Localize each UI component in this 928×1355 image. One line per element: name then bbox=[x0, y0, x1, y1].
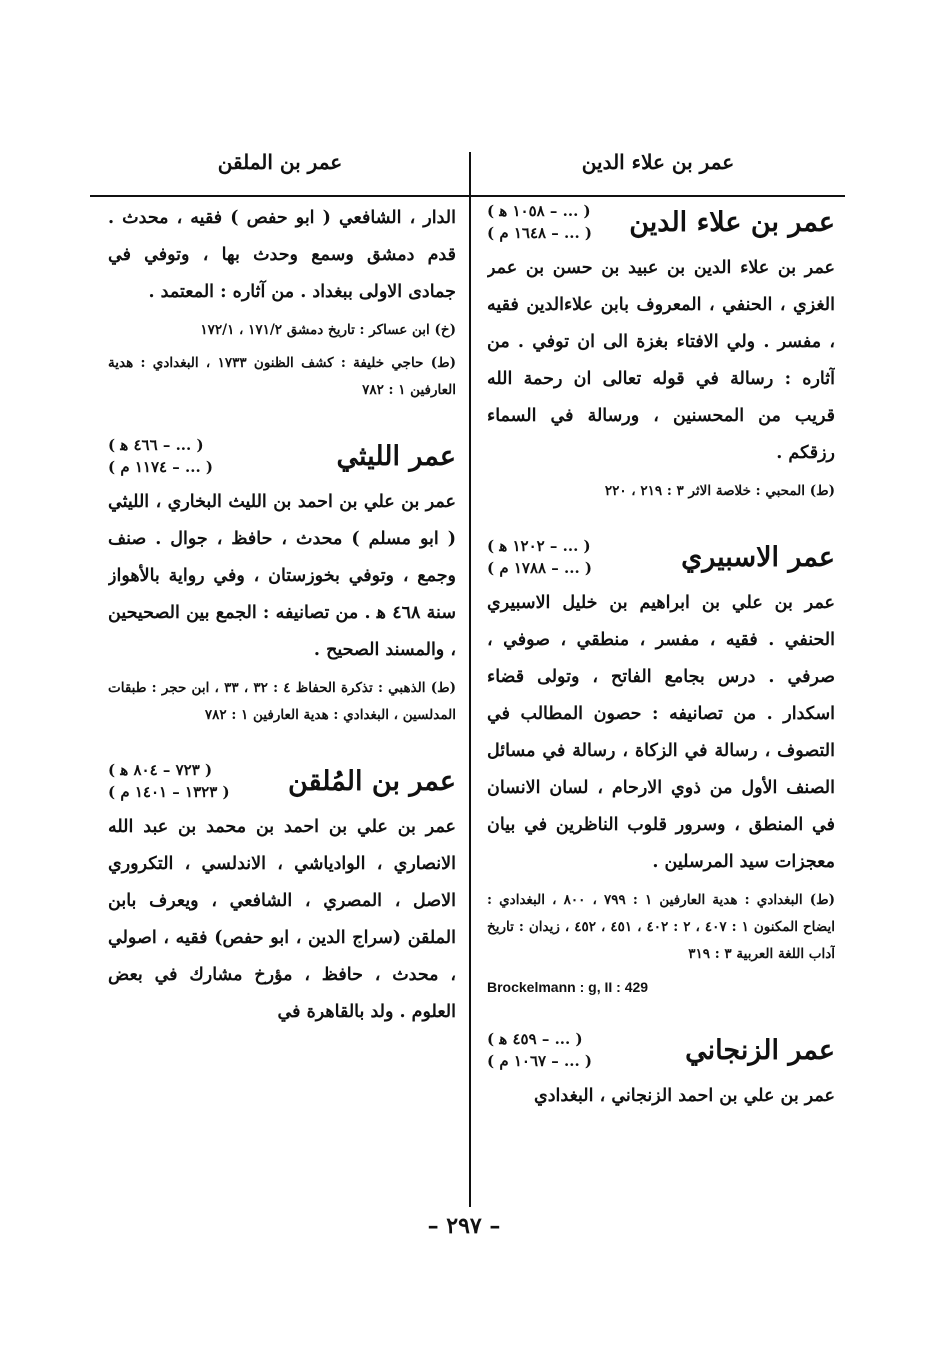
entry-header bbox=[487, 200, 835, 244]
date-hijri: ( ... – ٤٥٩ ﻫ ) bbox=[487, 1030, 583, 1048]
date-hijri: ( ... – ١٠٥٨ ﻫ ) bbox=[487, 202, 591, 220]
entry-dates bbox=[108, 434, 213, 478]
left-column bbox=[108, 200, 456, 1205]
entry-name: عمر الاسبيري bbox=[681, 541, 835, 573]
entry-body: عمر بن علي بن ابراهيم بن خليل الاسبيري الحنفي . فقيه ، مفسر ، منطقي ، صوفي ، صرفي . درس بجامع الفاتح ، وتولى قضاء اسكدار . من تصانيفه : حصون المطالب في التصوف ، رسالة في الزكاة ، رسالة في مسائل الصنف الأول من ذوي الارحام ، لسان الانسان في المنطق ، وسرور قلوب الناظرين في بيان معجزات سيد المرسلين . bbox=[487, 593, 835, 872]
date-gregorian: ( ... – ١٠٦٧ م ) bbox=[487, 1052, 593, 1070]
entry-reference: (خ) ابن عساكر : تاريخ دمشق ١٧١/٢ ، ١٧٢/١ bbox=[200, 322, 456, 338]
entry-name: عمر بن علاء الدين bbox=[629, 206, 835, 238]
entry-name: عمر الزنجاني bbox=[685, 1034, 835, 1066]
entry-header bbox=[108, 434, 456, 478]
entry-name: عمر الليثي bbox=[336, 440, 456, 472]
date-gregorian: ( ... – ١٦٤٨ م ) bbox=[487, 224, 593, 242]
entry-reference: (ط) حاجي خليفة : كشف الظنون ١٧٣٣ ، البغدادي : هدية العارفين ١ : ٧٨٢ bbox=[108, 355, 456, 398]
entry-reference: (ط) الذهبي : تذكرة الحفاظ ٤ : ٣٢ ، ٣٣ ، ابن حجر : طبقات المدلسين ، البغدادي : هدية العارفين ١ : ٧٨٢ bbox=[108, 680, 456, 723]
running-head-left: عمر بن الملقن bbox=[217, 150, 343, 174]
entry-header bbox=[487, 1028, 835, 1072]
right-column bbox=[487, 200, 835, 1205]
entry-body: عمر بن علي بن احمد بن الليث البخاري ، الليثي ( ابو مسلم ) محدث ، حافظ ، جوال . صنف وجمع ، وتوفي بخوزستان ، وفي رواية بالأهواز سنة ٤٦٨ ﻫ . من تصانيفه : الجمع بين الصحيحين ، والمسند الصحيح . bbox=[108, 492, 456, 660]
entry-body-continued: الدار ، الشافعي ( ابو حفص ) فقيه ، محدث . قدم دمشق وسمع وحدث بها ، وتوفي في جمادى الاولى ببغداد . من آثاره : المعتمد . bbox=[108, 208, 456, 302]
date-hijri: ( ... – ٤٦٦ ﻫ ) bbox=[108, 436, 204, 454]
date-gregorian: ( ... – ١١٧٤ م ) bbox=[108, 458, 214, 476]
entry-name: عمر بن المُلقن bbox=[288, 765, 456, 797]
entry-dates bbox=[487, 535, 592, 579]
entry-dates bbox=[487, 200, 592, 244]
entry-body: عمر بن علاء الدين بن عبيد بن حسن بن عمر الغزي ، الحنفي ، المعروف بابن علاءالدين فقيه ، مفسر . ولي الافتاء بغزة الى ان توفي . من آثاره : رسالة في قوله تعالى ان رحمة الله قريب من المحسنين ، ورسالة في السماء رزقكم . bbox=[487, 258, 835, 463]
date-gregorian: ( ... – ١٧٨٨ م ) bbox=[487, 559, 593, 577]
entry-header bbox=[108, 759, 456, 803]
column-divider bbox=[469, 152, 471, 1207]
entry-dates bbox=[108, 759, 230, 803]
header-rule bbox=[90, 195, 845, 197]
date-hijri: ( ... – ١٢٠٢ ﻫ ) bbox=[487, 537, 591, 555]
entry-dates bbox=[487, 1028, 592, 1072]
date-hijri: ( ٧٢٣ – ٨٠٤ ﻫ ) bbox=[108, 761, 213, 779]
running-head-right: عمر بن علاء الدين bbox=[581, 150, 735, 174]
entry-reference: (ط) المحبي : خلاصة الاثر ٣ : ٢١٩ ، ٢٢٠ bbox=[604, 483, 835, 499]
latin-reference: Brockelmann : g, II : 429 bbox=[487, 979, 649, 995]
entry-header bbox=[487, 535, 835, 579]
date-gregorian: ( ١٣٢٣ – ١٤٠١ م ) bbox=[108, 783, 230, 801]
page-number: – ٢٩٧ – bbox=[427, 1213, 501, 1239]
entry-reference: (ط) البغدادي : هدية العارفين ١ : ٧٩٩ ، ٨٠٠ ، البغدادي : ايضاح المكنون ١ : ٤٠٧ ، ٢ : ٤٠٢ ، ٤٥١ ، ٤٥٢ ، زيدان : تاريخ آداب اللغة العربية ٣ : ٣١٩ bbox=[487, 892, 835, 962]
entry-body: عمر بن علي بن احمد الزنجاني ، البغدادي bbox=[534, 1086, 835, 1106]
entry-body: عمر بن علي بن احمد بن محمد بن عبد الله الانصاري ، الوادياشي ، الاندلسي ، التكروري الاصل ، المصري ، الشافعي ، ويعرف بابن الملقن (سراج الدين ، ابو حفص) فقيه ، اصولي ، محدث ، حافظ ، مؤرخ مشارك في بعض العلوم . ولد بالقاهرة في bbox=[108, 817, 456, 1022]
